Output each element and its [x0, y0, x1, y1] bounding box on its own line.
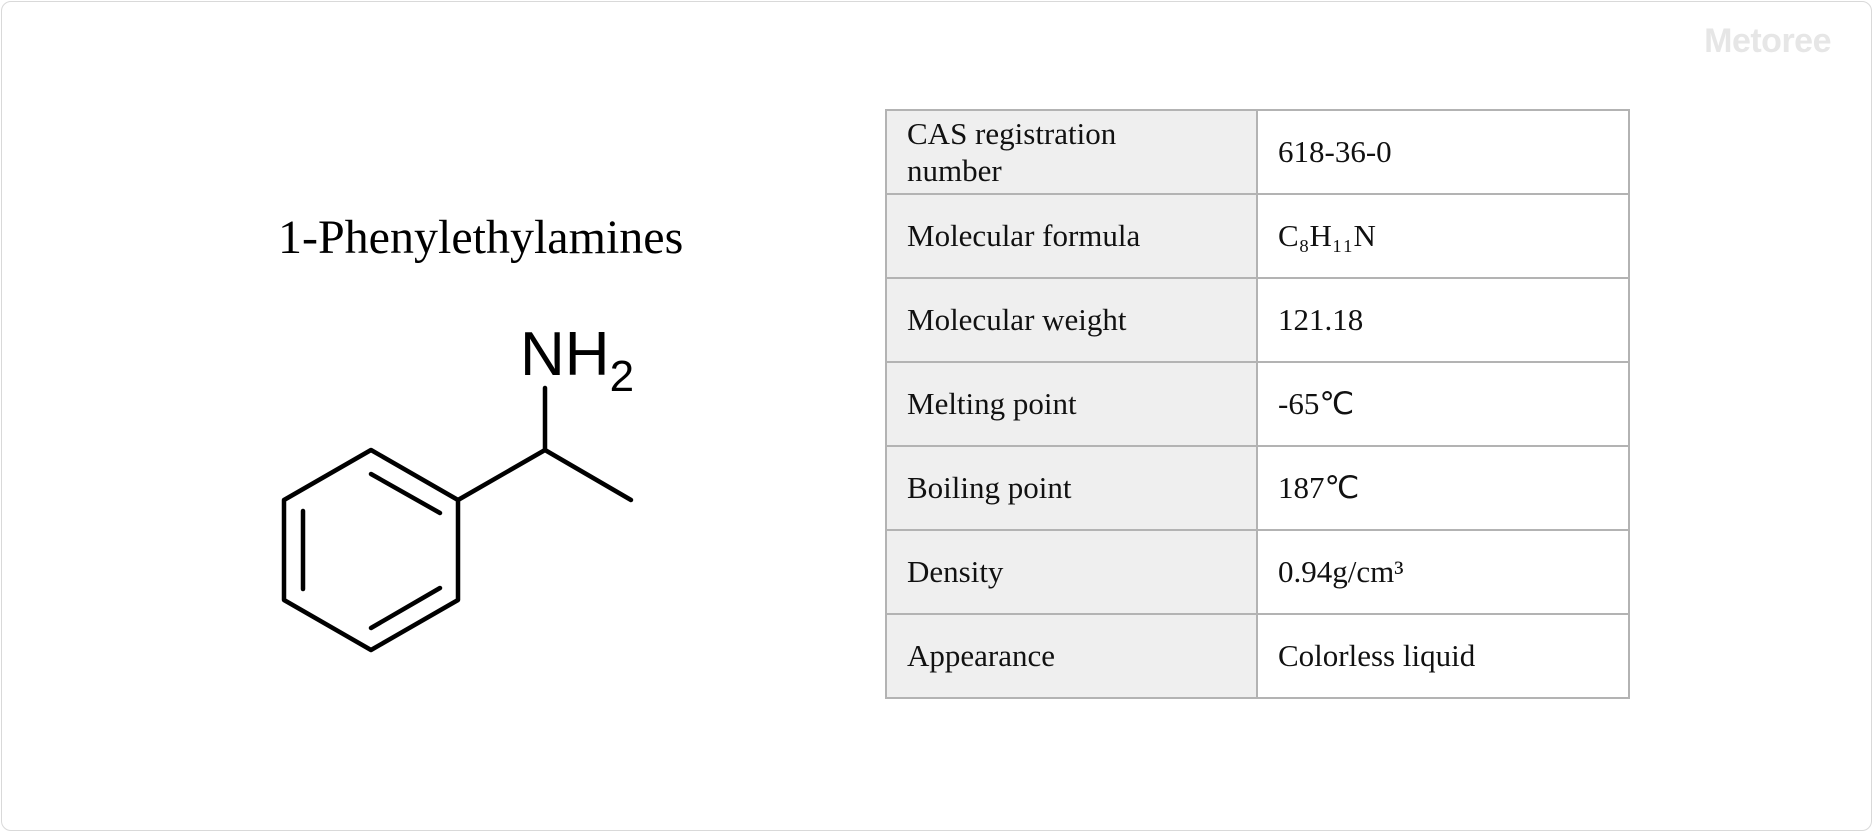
- ring-to-carbon-bond: [458, 450, 545, 500]
- benzene-ring: [284, 450, 458, 650]
- methyl-bond: [545, 450, 631, 500]
- properties-table: [885, 109, 1630, 699]
- property-label: Boiling point: [886, 446, 1257, 530]
- table-row: [886, 278, 1629, 362]
- amine-label: $NH_2$: [520, 320, 635, 401]
- structural-formula-diagram: [262, 302, 682, 672]
- table-row: [886, 530, 1629, 614]
- table-row: [886, 362, 1629, 446]
- property-label: Molecular weight: [886, 278, 1257, 362]
- property-value: 121.18: [1257, 278, 1629, 362]
- property-value: 0.94g/cm³: [1257, 530, 1629, 614]
- property-label: Density: [886, 530, 1257, 614]
- property-label: Melting point: [886, 362, 1257, 446]
- amine-subscript: 2: [609, 352, 635, 401]
- table-row: [886, 446, 1629, 530]
- table-row: [886, 110, 1629, 194]
- property-value: 187℃: [1257, 446, 1629, 530]
- table-row: [886, 194, 1629, 278]
- metoree-watermark-logo: Metoree: [1704, 22, 1831, 60]
- property-label: Appearance: [886, 614, 1257, 698]
- property-label: Molecular formula: [886, 194, 1257, 278]
- property-label: CAS registration number: [886, 110, 1257, 194]
- property-value: 618-36-0: [1257, 110, 1629, 194]
- compound-name: 1-Phenylethylamines: [278, 211, 684, 264]
- figure-card: [1, 1, 1872, 831]
- property-value: C₈H₁₁N: [1257, 194, 1629, 278]
- property-value: -65℃: [1257, 362, 1629, 446]
- property-value: Colorless liquid: [1257, 614, 1629, 698]
- double-bond-line: [371, 588, 440, 628]
- double-bond-line: [371, 474, 440, 513]
- table-row: [886, 614, 1629, 698]
